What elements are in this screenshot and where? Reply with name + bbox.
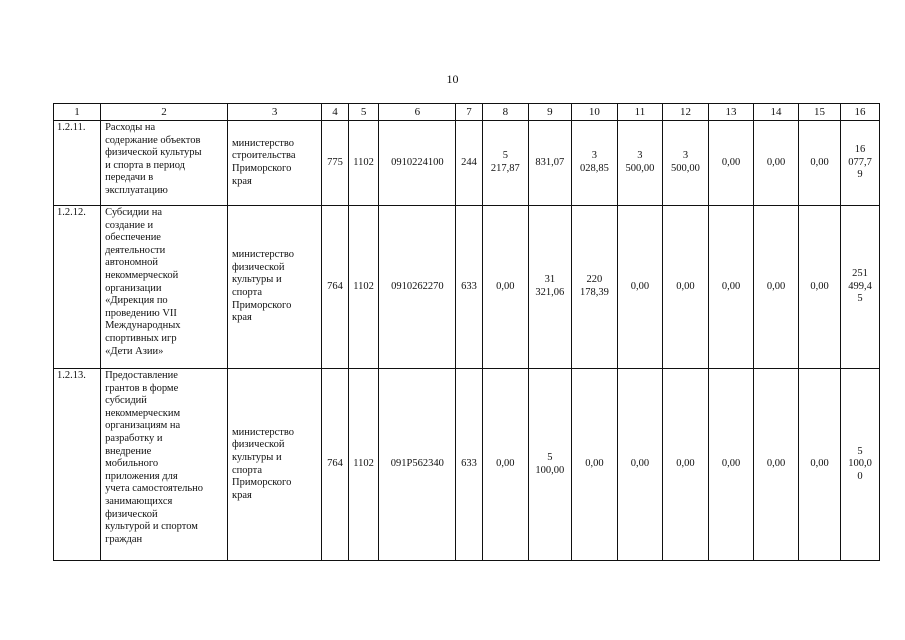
- cell-col-15: 0,00: [799, 121, 841, 206]
- row-name: Предоставление грантов в форме субсидий некоммерческим организациям на разработку и внедрение мобильного приложения для учета самостоятельно занимающихся физической культурой и спортом граждан: [105, 370, 204, 545]
- cell-col-15: 0,00: [799, 369, 841, 561]
- row-name-cell: [101, 121, 228, 206]
- cell-col-12: 3 500,00: [671, 150, 700, 174]
- table-row: [54, 121, 880, 206]
- cell-col-9: 831,07: [528, 121, 571, 206]
- cell-col-10: 220 178,39: [579, 274, 609, 298]
- cell-col-8: 0,00: [482, 369, 528, 561]
- cell-col-8: 5 217,87: [490, 150, 520, 174]
- cell-col-16: 16 077,7 9: [848, 144, 872, 181]
- row-executor-cell: [227, 121, 321, 206]
- cell-col-10-wrap: [571, 121, 617, 206]
- cell-col-16-wrap: [841, 369, 880, 561]
- row-executor: министерство строительства Приморского края: [231, 137, 296, 187]
- header-cell-9: 9: [528, 104, 571, 121]
- cell-col-12: 0,00: [662, 206, 708, 369]
- cell-col-13: 0,00: [708, 369, 753, 561]
- header-cell-16: 16: [841, 104, 880, 121]
- cell-col-8: 0,00: [482, 206, 528, 369]
- cell-col-7: 633: [456, 206, 483, 369]
- row-name: Расходы на содержание объектов физической культуры и спорта в период передачи в эксплуатацию: [105, 122, 202, 196]
- cell-col-11-wrap: [617, 121, 662, 206]
- header-cell-11: 11: [617, 104, 662, 121]
- cell-col-12-wrap: [662, 121, 708, 206]
- cell-col-16-wrap: [841, 121, 880, 206]
- cell-col-11: 0,00: [617, 206, 662, 369]
- header-cell-15: 15: [799, 104, 841, 121]
- header-cell-7: 7: [456, 104, 483, 121]
- header-cell-6: 6: [379, 104, 456, 121]
- row-name-cell: [101, 206, 228, 369]
- header-cell-5: 5: [348, 104, 379, 121]
- header-cell-3: 3: [227, 104, 321, 121]
- row-executor: министерство физической культуры и спорта Приморского края: [231, 426, 295, 501]
- cell-col-14: 0,00: [754, 369, 799, 561]
- cell-col-6: 091P562340: [379, 369, 456, 561]
- cell-col-16: 5 100,0 0: [848, 445, 872, 482]
- row-name: Субсидии на создание и обеспечение деятельности автономной некоммерческой организации «Дирекция по проведению VII Международных спортивных игр «Дети Азии»: [105, 207, 181, 357]
- cell-col-10: 3 028,85: [579, 150, 609, 174]
- cell-col-9: 5 100,00: [535, 451, 565, 476]
- cell-col-11: 0,00: [617, 369, 662, 561]
- cell-col-5: 1102: [348, 369, 379, 561]
- cell-col-4: 764: [322, 369, 349, 561]
- cell-col-8-wrap: [482, 121, 528, 206]
- row-number: 1.2.13.: [54, 369, 101, 561]
- header-cell-14: 14: [754, 104, 799, 121]
- page-number: 10: [446, 72, 459, 86]
- cell-col-10-wrap: [571, 206, 617, 369]
- header-cell-13: 13: [708, 104, 753, 121]
- cell-col-15: 0,00: [799, 206, 841, 369]
- cell-col-7: 633: [456, 369, 483, 561]
- cell-col-5: 1102: [348, 121, 379, 206]
- row-number: 1.2.12.: [54, 206, 101, 369]
- cell-col-14: 0,00: [754, 206, 799, 369]
- cell-col-11: 3 500,00: [625, 150, 655, 174]
- table-row: [54, 206, 880, 369]
- row-executor-cell: [227, 369, 321, 561]
- cell-col-12: 0,00: [662, 369, 708, 561]
- header-cell-12: 12: [662, 104, 708, 121]
- cell-col-14: 0,00: [754, 121, 799, 206]
- cell-col-9-wrap: [528, 369, 571, 561]
- cell-col-10: 0,00: [571, 369, 617, 561]
- header-cell-10: 10: [571, 104, 617, 121]
- header-cell-8: 8: [482, 104, 528, 121]
- cell-col-16-wrap: [841, 206, 880, 369]
- cell-col-7: 244: [456, 121, 483, 206]
- header-cell-2: 2: [101, 104, 228, 121]
- cell-col-16: 251 499,4 5: [848, 268, 872, 305]
- header-cell-4: 4: [322, 104, 349, 121]
- header-cell-1: 1: [54, 104, 101, 121]
- cell-col-4: 764: [322, 206, 349, 369]
- row-executor-cell: [227, 206, 321, 369]
- row-name-cell: [101, 369, 228, 561]
- cell-col-9: 31 321,06: [535, 274, 565, 298]
- budget-table: [53, 103, 880, 561]
- table-header-row: [54, 104, 880, 121]
- cell-col-6: 0910262270: [379, 206, 456, 369]
- cell-col-5: 1102: [348, 206, 379, 369]
- cell-col-4: 775: [322, 121, 349, 206]
- cell-col-13: 0,00: [708, 206, 753, 369]
- table-row: [54, 369, 880, 561]
- cell-col-13: 0,00: [708, 121, 753, 206]
- cell-col-9-wrap: [528, 206, 571, 369]
- row-number: 1.2.11.: [54, 121, 101, 206]
- cell-col-6: 0910224100: [379, 121, 456, 206]
- row-executor: министерство физической культуры и спорта Приморского края: [231, 249, 295, 324]
